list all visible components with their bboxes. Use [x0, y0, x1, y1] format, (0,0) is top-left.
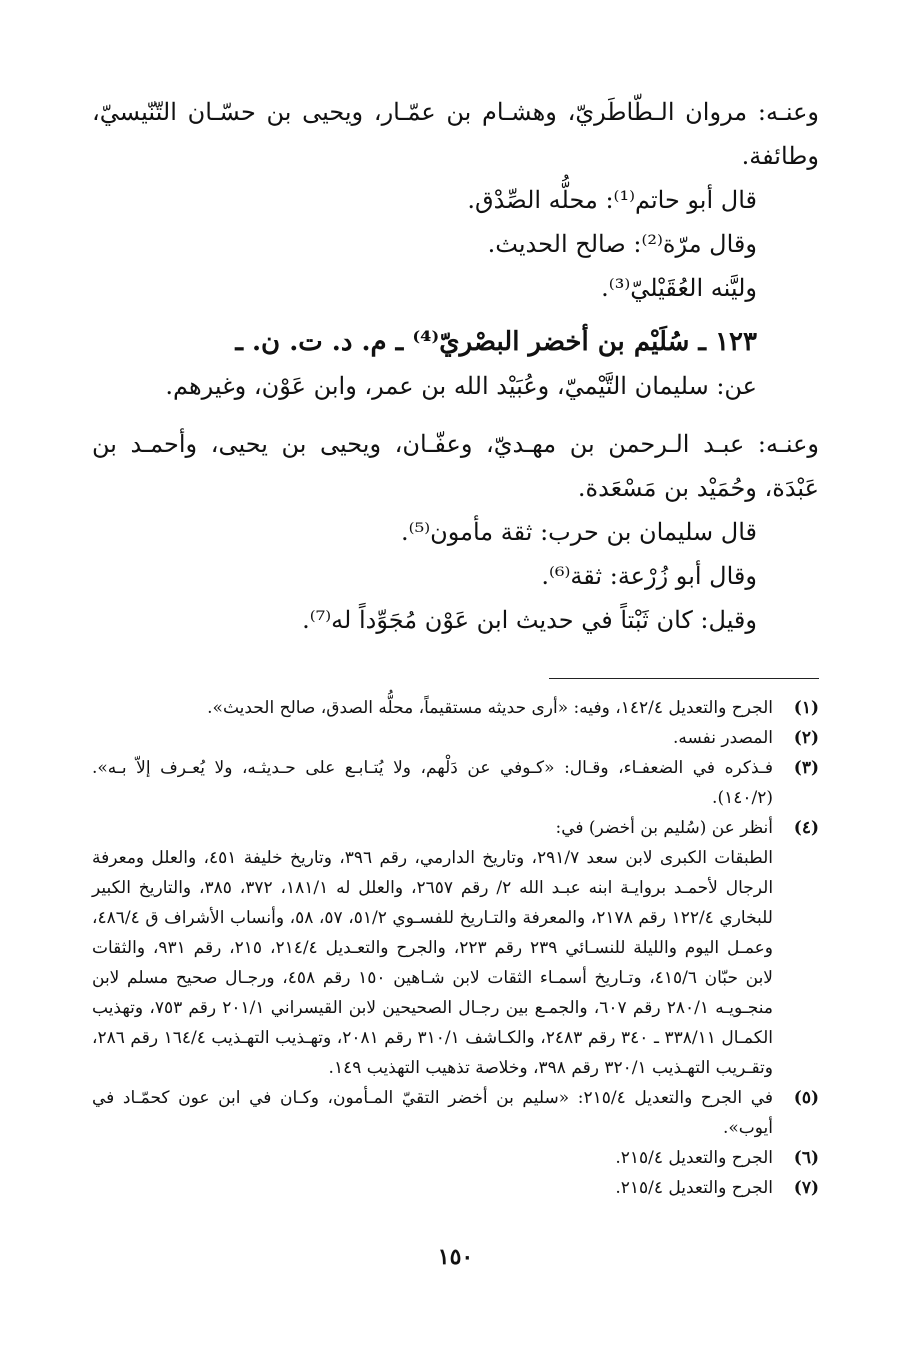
- paragraph-narrators-list: وعنـه: عبـد الـرحمن بن مهـديّ، وعفّـان، ويحيى بن يحيى، وأحمـد بن عَبْدَة، وحُمَيْد بن مَسْعَدة.: [92, 430, 819, 502]
- footnote-3: [92, 753, 819, 813]
- paragraph-uqayli: وليَّنه العُقَيْليّ⁽³⁾.: [601, 274, 757, 302]
- footnote-text: الجرح والتعديل ١٤٢/٤، وفيه: «أرى حديثه مستقيماً، محلُّه الصدق، صالح الحديث».: [207, 698, 773, 718]
- paragraph-it-was-said: وقيل: كان ثَبْتاً في حديث ابن عَوْن مُجَوِّداً له⁽⁷⁾.: [302, 606, 757, 634]
- footnote-text: المصدر نفسه.: [672, 728, 773, 748]
- entry-heading: ١٢٣ ـ سُلَيْم بن أخضر البصْريّ⁽⁴⁾ ـ م. د. ت. ن. ـ: [235, 327, 757, 357]
- footnote-4: [92, 813, 819, 1083]
- footnote-text: أنظر عن (سُليم بن أخضر) في:: [555, 818, 773, 838]
- footnote-1: [92, 693, 819, 723]
- footnote-5: [92, 1083, 819, 1143]
- footnote-text: في الجرح والتعديل ٢١٥/٤: «سليم بن أخضر التقيّ المـأمون، وكـان في ابن عون كحمّـاد في أيوب».: [92, 1088, 773, 1138]
- footnote-number: (٥): [793, 1088, 819, 1108]
- paragraph-abu-hatim: قال أبو حاتم⁽¹⁾: محلُّه الصِّدْق.: [467, 186, 757, 214]
- footnote-text: الجرح والتعديل ٢١٥/٤.: [615, 1178, 773, 1198]
- footnote-number: (٤): [793, 818, 819, 838]
- footnote-text: فـذكره في الضعفـاء، وقـال: «كـوفي عن دَلْهم، ولا يُتـابـع على حـديثـه، ولا يُعـرف إلاّ بـه». (١٤٠/٢).: [92, 758, 773, 808]
- footnote-7: [92, 1173, 819, 1203]
- footnote-number: (٦): [793, 1148, 819, 1168]
- footnote-number: (٢): [793, 728, 819, 748]
- paragraph-narrated-from: عن: سليمان التَّيْميّ، وعُبَيْد الله بن عمر، وابن عَوْن، وغيرهم.: [165, 372, 757, 400]
- page-number: ١٥٠: [437, 1244, 474, 1270]
- paragraph-narrators-from: وعنـه: مروان الـطّاطَريّ، وهشـام بن عمّـار، ويحيى بن حسّـان التّنّيسيّ، وطائفة.: [92, 98, 819, 170]
- footnotes: [92, 693, 819, 1203]
- footnote-text: الطبقات الكبرى لابن سعد ٢٩١/٧، وتاريخ الدارمي، رقم ٣٩٦، وتاريخ خليفة ٤٥١، والعلل ومعرفة الرجال لأحمـد بروايـة ابنه عبـد الله ٢/ رقم ٢٦٥٧، والعلل له ١٨١/١، ٣٧٢، ٣٨٥، والتاريخ الكبير للبخاري ١٢٢/٤ رقم ٢١٧٨، والمعرفة والتـاريخ للفسـوي ٥١/٢، ٥٧، ٥٨، وأنساب الأشراف ق ٤٨٦/٤، وعمـل اليوم والليلة للنسـائي ٢٣٩ رقم ٢٢٣، والجرح والتعـديل ٢١٤/٤، ٢١٥، رقم ٩٣١، والثقات لابن حبّان ٤١٥/٦، وتـاريخ أسمـاء الثقات لابن شـاهين ١٥٠ رقم ٤٥٨، ورجـال صحيح مسلم لابن منجـويـه ٢٨٠/١ رقم ٦٠٧، والجمـع بين رجـال الصحيحين لابن القيسراني ٢٠١/١ رقم ٧٥٣، وتهذيب الكمـال ٣٣٨/١١ ـ ٣٤٠ رقم ٢٤٨٣، والكـاشف ٣١٠/١ رقم ٢٠٨١، وتهـذيب التهـذيب ١٦٤/٤ رقم ٢٨٦، وتقـريب التهـذيب ٣٢٠/١ رقم ٣٩٨، وخلاصة تذهيب التهذيب ١٤٩.: [92, 848, 774, 1078]
- paragraph-said-once: وقال مرّة⁽²⁾: صالح الحديث.: [487, 230, 757, 258]
- paragraph-sulayman-harb: قال سليمان بن حرب: ثقة مأمون⁽⁵⁾.: [401, 518, 757, 546]
- footnote-divider: [549, 678, 819, 679]
- footnote-number: (٣): [793, 758, 819, 778]
- footnote-6: [92, 1143, 819, 1173]
- paragraph-abu-zura: وقال أبو زُرْعة: ثقة⁽⁶⁾.: [541, 562, 757, 590]
- footnote-number: (١): [793, 698, 819, 718]
- main-text: [92, 90, 819, 642]
- footnote-number: (٧): [793, 1178, 819, 1198]
- footnote-2: [92, 723, 819, 753]
- footnote-text: الجرح والتعديل ٢١٥/٤.: [615, 1148, 773, 1168]
